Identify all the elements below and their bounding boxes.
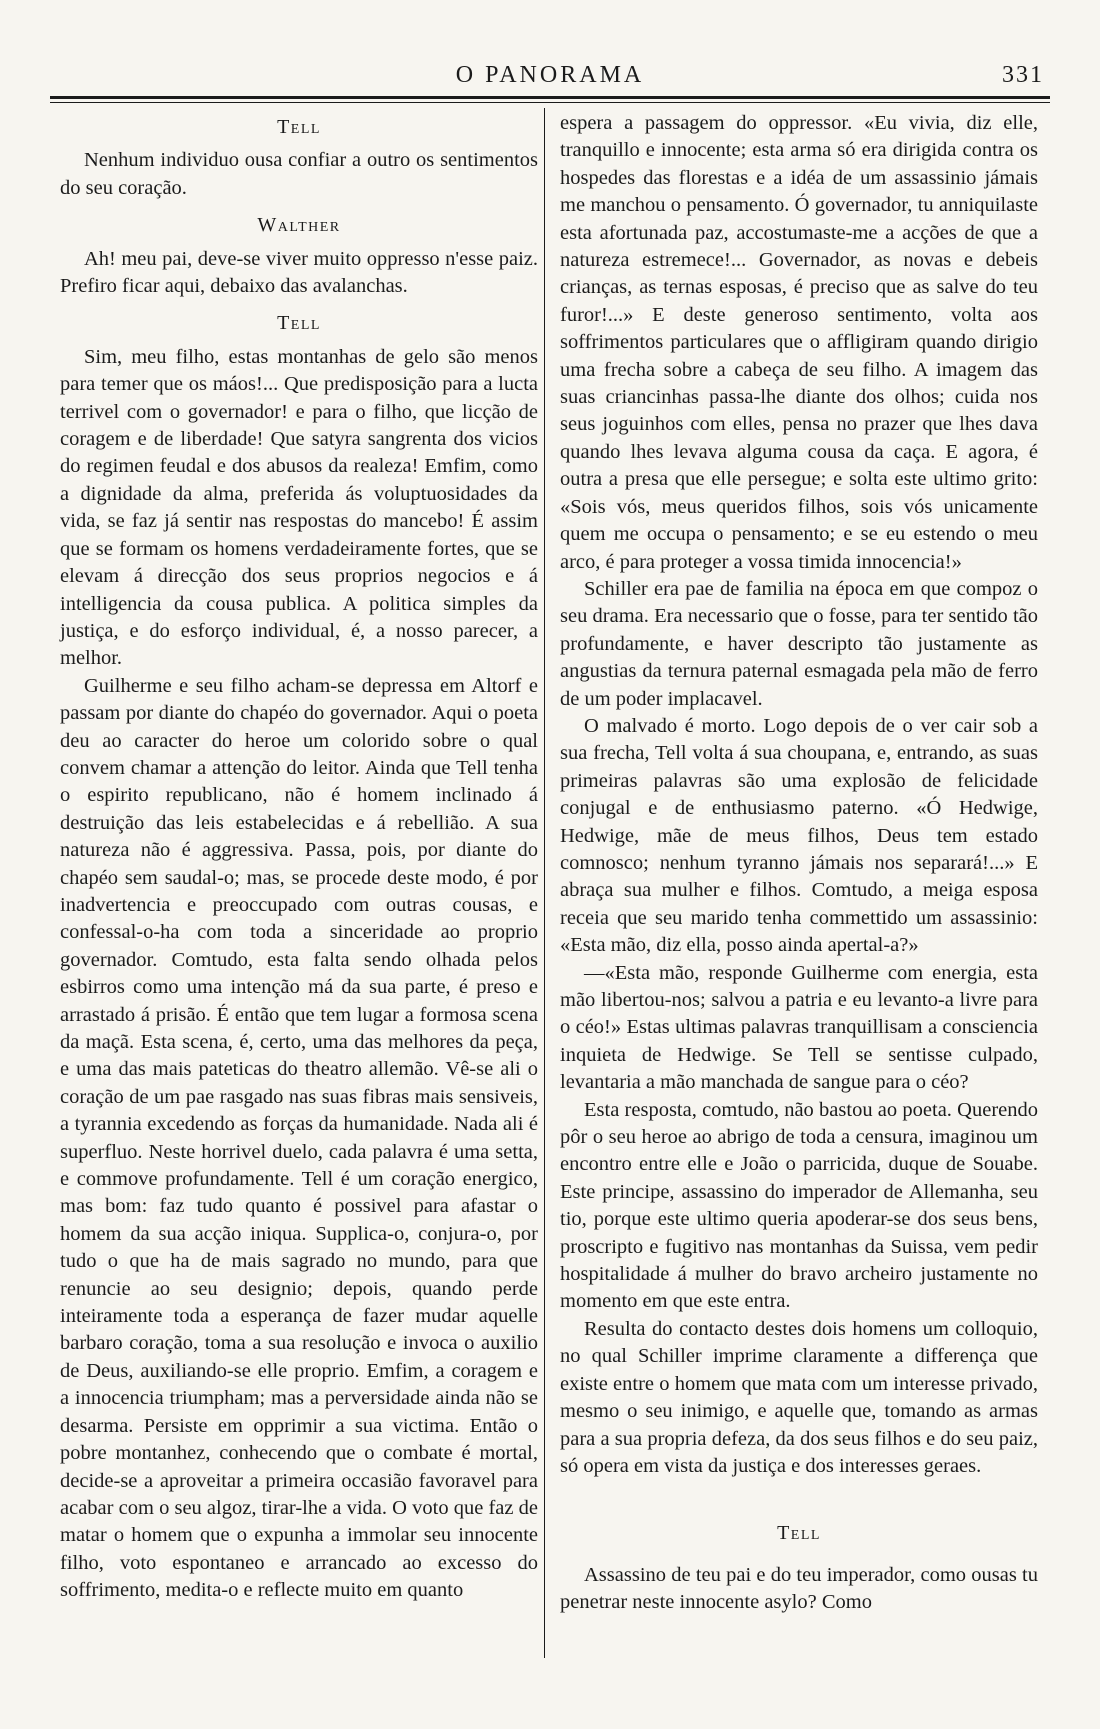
speaker-heading: Tell [777, 1522, 821, 1545]
running-title: O PANORAMA [455, 62, 645, 88]
paragraph: Esta resposta, comtudo, não bastou ao poeta. Querendo pôr o seu heroe ao abrigo de toda a censura, imaginou um encontro entre elle e João o parricida, duque de Souabe. Este principe, assassino do imperador de Allemanha, seu tio, porque este ultimo queria apoderar-se dos seus bens, proscripto e fugitivo nas montanhas da Suissa, vem pedir hospitalidade á mulher do bravo archeiro justamente no momento em que este entra. [560, 1098, 1038, 1313]
paragraph: Assassino de teu pai e do teu imperador, como ousas tu penetrar neste innocente asylo? Como [560, 1563, 1038, 1614]
paragraph: Schiller era pae de familia na época em que compoz o seu drama. Era necessario que o fosse, para ter sentido tão profundamente, e haver descripto tão justamente as angustias da ternura paternal esmagada pela mão de ferro de um poder implacavel. [560, 577, 1038, 710]
page-header [50, 62, 1050, 92]
speaker-heading: Walther [257, 214, 341, 237]
paragraph: Resulta do contacto destes dois homens um colloquio, no qual Schiller imprime claramente a differença que existe entre o homem que mata com um interesse privado, mesmo o seu inimigo, e aquelle que, tomando as armas para a sua propria defeza, da dos seus filhos e do seu paiz, só opera em vista da justiça e dos interesses geraes. [560, 1317, 1038, 1477]
column-divider [544, 108, 545, 1658]
right-column [560, 110, 1038, 1617]
paragraph: Sim, meu filho, estas montanhas de gelo são menos para temer que os máos!... Que predisposição para a lucta terrivel com o governador! e para o filho, que licção de coragem e de liberdade! Que satyra sangrenta dos vicios do regimen feudal e dos abusos da realeza! Emfim, como a dignidade da alma, preferida ás voluptuosidades da vida, se faz já sentir nas respostas do mancebo! É assim que se formam os homens verdadeiramente fortes, que se elevam á direcção dos seus proprios negocios e á intelligencia da cousa publica. A politica simples da justiça, e do esforço individual, é, a nosso parecer, a melhor. [60, 345, 538, 670]
paragraph: Guilherme e seu filho acham-se depressa em Altorf e passam por diante do chapéo do governador. Aqui o poeta deu ao caracter do heroe um colorido sobre o qual convem chamar a attenção do leitor. Ainda que Tell tenha o espirito republicano, não é homem inclinado á destruição das leis estabelecidas e á rebellião. A sua natureza não é aggressiva. Passa, pois, por diante do chapéo sem saudal-o; mas, se procede deste modo, é por inadvertencia e preoccupado com outras cousas, e confessal-o-ha com toda a sinceridade ao proprio governador. Comtudo, esta falta sendo olhada pelos esbirros como uma intenção má da sua parte, é preso e arrastado á prisão. É então que tem lugar a formosa scena da maçã. Esta scena, é, certo, uma das melhores da peça, e uma das mais pateticas do theatro allemão. Vê-se ali o coração de um pae rasgado nas suas fibras mais sensiveis, a tyrannia excedendo as forças da humanidade. Nada ali é superfluo. Neste horrivel duelo, cada palavra é uma setta, e commove profundamente. Tell é um coração energico, mas bom: faz tudo quanto é possivel para afastar o homem da sua acção iniqua. Supplica-o, conjura-o, por tudo o que ha de mais sagrado no mundo, para que renuncie ao seu designio; depois, quando perde inteiramente toda a esperança de fazer mudar aquelle barbaro coração, toma a sua resolução e invoca o auxilio de Deus, auxiliando-se elle proprio. Emfim, a coragem e a innocencia triumpham; mas a perversidade ainda não se desarma. Persiste em opprimir a sua victima. Então o pobre montanhez, conhecendo que o combate é mortal, decide-se a aproveitar a primeira occasião favoravel para acabar com o seu algoz, tirar-lhe a vida. O voto que faz de matar o homem que o expunha a immolar seu innocente filho, voto espontaneo e arrancado ao excesso do soffrimento, medita-o e reflecte muito em quanto [60, 674, 538, 1602]
paragraph: O malvado é morto. Logo depois de o ver cair sob a sua frecha, Tell volta á sua choupana, e, entrando, as suas primeiras palavras são uma explosão de felicidade conjugal e de enthusiasmo paterno. «Ó Hedwige, Hedwige, mãe de meus filhos, Deus tem estado comnosco; nenhum tyranno jámais nos separará!...» E abraça sua mulher e filhos. Comtudo, a meiga esposa receia que seu marido tenha commettido um assassinio: «Esta mão, diz ella, posso ainda apertal-a?» [560, 714, 1038, 957]
speaker-heading: Tell [277, 116, 321, 138]
header-rule-thin [50, 102, 1050, 103]
paragraph: —«Esta mão, responde Guilherme com energia, esta mão libertou-nos; salvou a patria e eu levanto-a livre para o céo!» Estas ultimas palavras tranquillisam a consciencia inquieta de Hedwige. Se Tell se sentisse culpado, levantaria a mão manchada de sangue para o céo? [560, 961, 1038, 1094]
speaker-heading: Tell [277, 312, 321, 335]
paragraph: Nenhum individuo ousa confiar a outro os sentimentos do seu coração. [60, 149, 538, 199]
paragraph: Ah! meu pai, deve-se viver muito oppresso n'esse paiz. Prefiro ficar aqui, debaixo das avalanchas. [60, 247, 538, 298]
header-rule-thick [50, 96, 1050, 99]
page-number: 331 [1002, 62, 1044, 88]
left-column [60, 110, 538, 1605]
paragraph: espera a passagem do oppressor. «Eu vivia, diz elle, tranquillo e innocente; esta arma só era dirigida contra os hospedes das florestas e a idéa de um assassinio jámais me manchou o pensamento. Ó governador, tu anniquilaste esta afortunada paz, accostumaste-me a acções de que a natureza estremece!... Governador, as novas e debeis crianças, as ternas esposas, é preciso que as salve do teu furor!...» E deste generoso sentimento, volta aos soffrimentos particulares que o affligiram quando dirigio uma frecha sobre a cabeça de seu filho. A imagem das suas criancinhas passa-lhe diante dos olhos; cuida nos seus joguinhos com elles, pensa no prazer que lhes dava quando lhes levava alguma cousa da caça. E agora, é outra a presa que elle persegue; e solta este ultimo grito: «Sois vós, meus queridos filhos, sois vós unicamente quem me occupa o pensamento; e se eu estendo o meu arco, é para proteger a vossa timida innocencia!» [560, 112, 1038, 573]
